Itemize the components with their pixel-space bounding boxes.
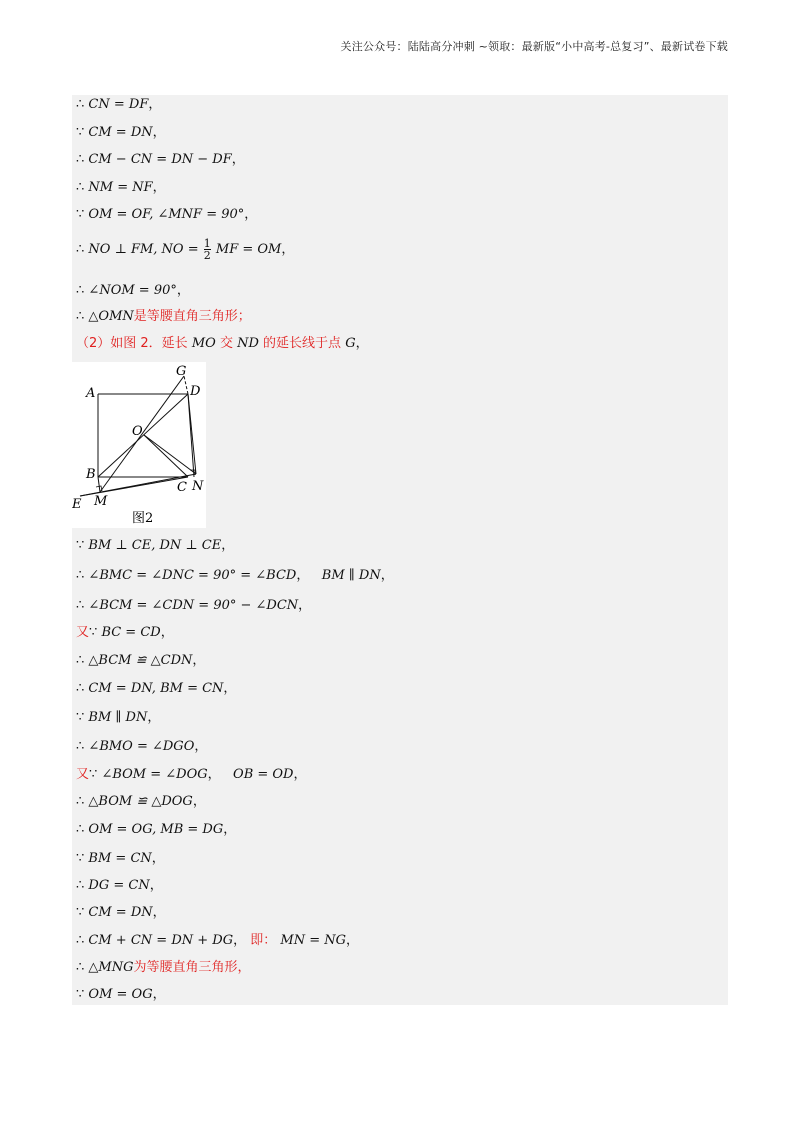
- math-expression: OM = OG, MB = DG: [88, 822, 224, 837]
- math-expression: CM = DN: [88, 125, 153, 140]
- math-expression: G: [345, 336, 356, 351]
- punctuation: ，: [380, 568, 394, 583]
- proof-line-23: [76, 904, 166, 922]
- proof-line-5: [76, 206, 257, 224]
- proof-line-1: [76, 96, 161, 114]
- therefore-symbol: ∴: [76, 878, 85, 893]
- punctuation: ，: [149, 878, 163, 893]
- proof-line-10: [76, 537, 234, 555]
- math-expression: BC = CD: [101, 625, 161, 640]
- fraction-one-half: [204, 238, 211, 261]
- therefore-symbol: ∴: [76, 933, 85, 948]
- punctuation: ，: [194, 739, 208, 754]
- also-text: 又: [76, 767, 90, 782]
- math-expression: △OMN: [88, 309, 134, 324]
- punctuation: ，: [147, 710, 161, 725]
- therefore-symbol: ∴: [76, 960, 85, 975]
- therefore-symbol: ∴: [76, 180, 85, 195]
- therefore-symbol: ∴: [76, 242, 85, 257]
- segment-OC: [144, 435, 188, 477]
- math-expression: CN = DF: [88, 97, 149, 112]
- punctuation: ，: [152, 905, 166, 920]
- figure-caption: 图2: [132, 511, 154, 526]
- math-expression: ∠BMO = ∠DGO: [88, 739, 195, 754]
- math-expression: MO: [191, 336, 216, 351]
- math-expression: BM ∥ DN: [88, 710, 148, 725]
- part-2-heading: [76, 335, 369, 353]
- proof-line-6: [76, 238, 294, 261]
- proof-line-2: [76, 124, 166, 142]
- therefore-symbol: ∴: [76, 568, 85, 583]
- punctuation: ，: [151, 851, 165, 866]
- math-expression: ∠NOM = 90°: [88, 283, 177, 298]
- math-expression: NO ⊥ FM, NO =: [88, 242, 199, 257]
- punctuation: ，: [281, 242, 295, 257]
- punctuation: ，: [152, 987, 166, 1002]
- math-expression: NM = NF: [88, 180, 153, 195]
- segment-DN: [188, 394, 196, 474]
- math-expression: CM + CN = DN + DG: [88, 933, 234, 948]
- punctuation: ，: [192, 794, 206, 809]
- figure-svg: [72, 362, 206, 528]
- math-expression: ∠BMC = ∠DNC = 90° = ∠BCD: [88, 568, 297, 583]
- because-symbol: ∵: [89, 767, 98, 782]
- because-symbol: ∵: [76, 851, 85, 866]
- math-expression: △MNG: [88, 960, 134, 975]
- punctuation: ，: [207, 767, 221, 782]
- instruction-text: 的延长线于点: [263, 336, 342, 351]
- label-N: N: [192, 479, 204, 494]
- therefore-symbol: ∴: [76, 681, 85, 696]
- therefore-symbol: ∴: [76, 822, 85, 837]
- segment-BM: [98, 477, 100, 492]
- conclusion-text: 是等腰直角三角形；: [133, 309, 251, 324]
- therefore-symbol: ∴: [76, 97, 85, 112]
- math-expression: OM = OG: [88, 987, 153, 1002]
- punctuation: ，: [221, 538, 235, 553]
- math-expression: △BOM ≌ △DOG: [88, 794, 193, 809]
- math-expression: OB = OD: [233, 767, 294, 782]
- page-header: 关注公众号：陆陆高分冲刺 ~领取：最新版“小中高考-总复习”、最新试卷下载: [340, 40, 728, 53]
- proof-line-25: [76, 959, 251, 977]
- proof-line-21: [76, 850, 165, 868]
- math-expression: BM ∥ DN: [321, 568, 381, 583]
- proof-line-26: [76, 986, 166, 1004]
- math-expression: BM ⊥ CE, DN ⊥ CE: [88, 538, 222, 553]
- label-O: O: [132, 424, 143, 439]
- math-expression: MN = NG: [280, 933, 347, 948]
- proof-line-8: [76, 308, 251, 326]
- proof-line-4: [76, 179, 166, 197]
- proof-line-12: [76, 597, 311, 615]
- punctuation: ，: [152, 180, 166, 195]
- math-expression: CM = DN, BM = CN: [88, 681, 224, 696]
- label-C: C: [177, 480, 187, 495]
- therefore-symbol: ∴: [76, 653, 85, 668]
- namely-text: 即：: [250, 933, 277, 948]
- math-expression: DG = CN: [88, 878, 150, 893]
- math-expression: ∠BOM = ∠DOG: [101, 767, 208, 782]
- punctuation: ，: [223, 822, 237, 837]
- therefore-symbol: ∴: [76, 283, 85, 298]
- proof-line-7: [76, 282, 190, 300]
- proof-line-13: [76, 624, 174, 642]
- label-D: D: [190, 384, 201, 399]
- because-symbol: ∵: [76, 125, 85, 140]
- math-expression: ∠BCM = ∠CDN = 90° − ∠DCN: [88, 598, 299, 613]
- punctuation: ，: [346, 933, 360, 948]
- label-A: A: [86, 386, 96, 401]
- therefore-symbol: ∴: [76, 152, 85, 167]
- proof-line-16: [76, 709, 160, 727]
- punctuation: ，: [296, 568, 310, 583]
- proof-line-24: [76, 932, 359, 950]
- therefore-symbol: ∴: [76, 794, 85, 809]
- label-M: M: [94, 494, 108, 509]
- because-symbol: ∵: [76, 905, 85, 920]
- proof-line-11: [76, 567, 394, 585]
- math-expression: CM − CN = DN − DF: [88, 152, 232, 167]
- punctuation: ，: [223, 681, 237, 696]
- punctuation: ，: [355, 336, 369, 351]
- punctuation: ，: [176, 283, 190, 298]
- punctuation: ，: [152, 125, 166, 140]
- math-expression: △BCM ≌ △CDN: [88, 653, 193, 668]
- segment-ON: [144, 435, 196, 474]
- punctuation: ，: [298, 598, 312, 613]
- also-text: 又: [76, 625, 90, 640]
- because-symbol: ∵: [76, 710, 85, 725]
- math-expression: BM = CN: [88, 851, 152, 866]
- proof-line-3: [76, 151, 245, 169]
- math-expression: ND: [237, 336, 259, 351]
- punctuation: ，: [160, 625, 174, 640]
- label-G: G: [176, 364, 187, 379]
- geometry-figure-2: [72, 362, 206, 528]
- proof-line-18: [76, 766, 307, 784]
- punctuation: ，: [231, 152, 245, 167]
- punctuation: ，: [293, 767, 307, 782]
- punctuation: ，: [148, 97, 162, 112]
- proof-line-17: [76, 738, 207, 756]
- proof-line-14: [76, 652, 205, 670]
- therefore-symbol: ∴: [76, 309, 85, 324]
- math-expression: OM = OF, ∠MNF = 90°: [88, 207, 245, 222]
- math-expression: CM = DN: [88, 905, 153, 920]
- label-E: E: [72, 497, 82, 512]
- therefore-symbol: ∴: [76, 739, 85, 754]
- instruction-text: 交: [219, 336, 233, 351]
- because-symbol: ∵: [89, 625, 98, 640]
- punctuation: ，: [233, 933, 247, 948]
- conclusion-text: 为等腰直角三角形，: [133, 960, 251, 975]
- punctuation: ，: [192, 653, 206, 668]
- label-B: B: [86, 467, 96, 482]
- fraction-numerator: 1: [203, 237, 211, 250]
- because-symbol: ∵: [76, 538, 85, 553]
- proof-line-19: [76, 793, 206, 811]
- proof-line-20: [76, 821, 236, 839]
- therefore-symbol: ∴: [76, 598, 85, 613]
- math-expression: MF = OM: [215, 242, 282, 257]
- instruction-text: （2）如图 2．延长: [76, 336, 188, 351]
- because-symbol: ∵: [76, 987, 85, 1002]
- punctuation: ，: [244, 207, 258, 222]
- proof-line-22: [76, 877, 163, 895]
- proof-line-15: [76, 680, 236, 698]
- because-symbol: ∵: [76, 207, 85, 222]
- fraction-denominator: 2: [203, 249, 211, 262]
